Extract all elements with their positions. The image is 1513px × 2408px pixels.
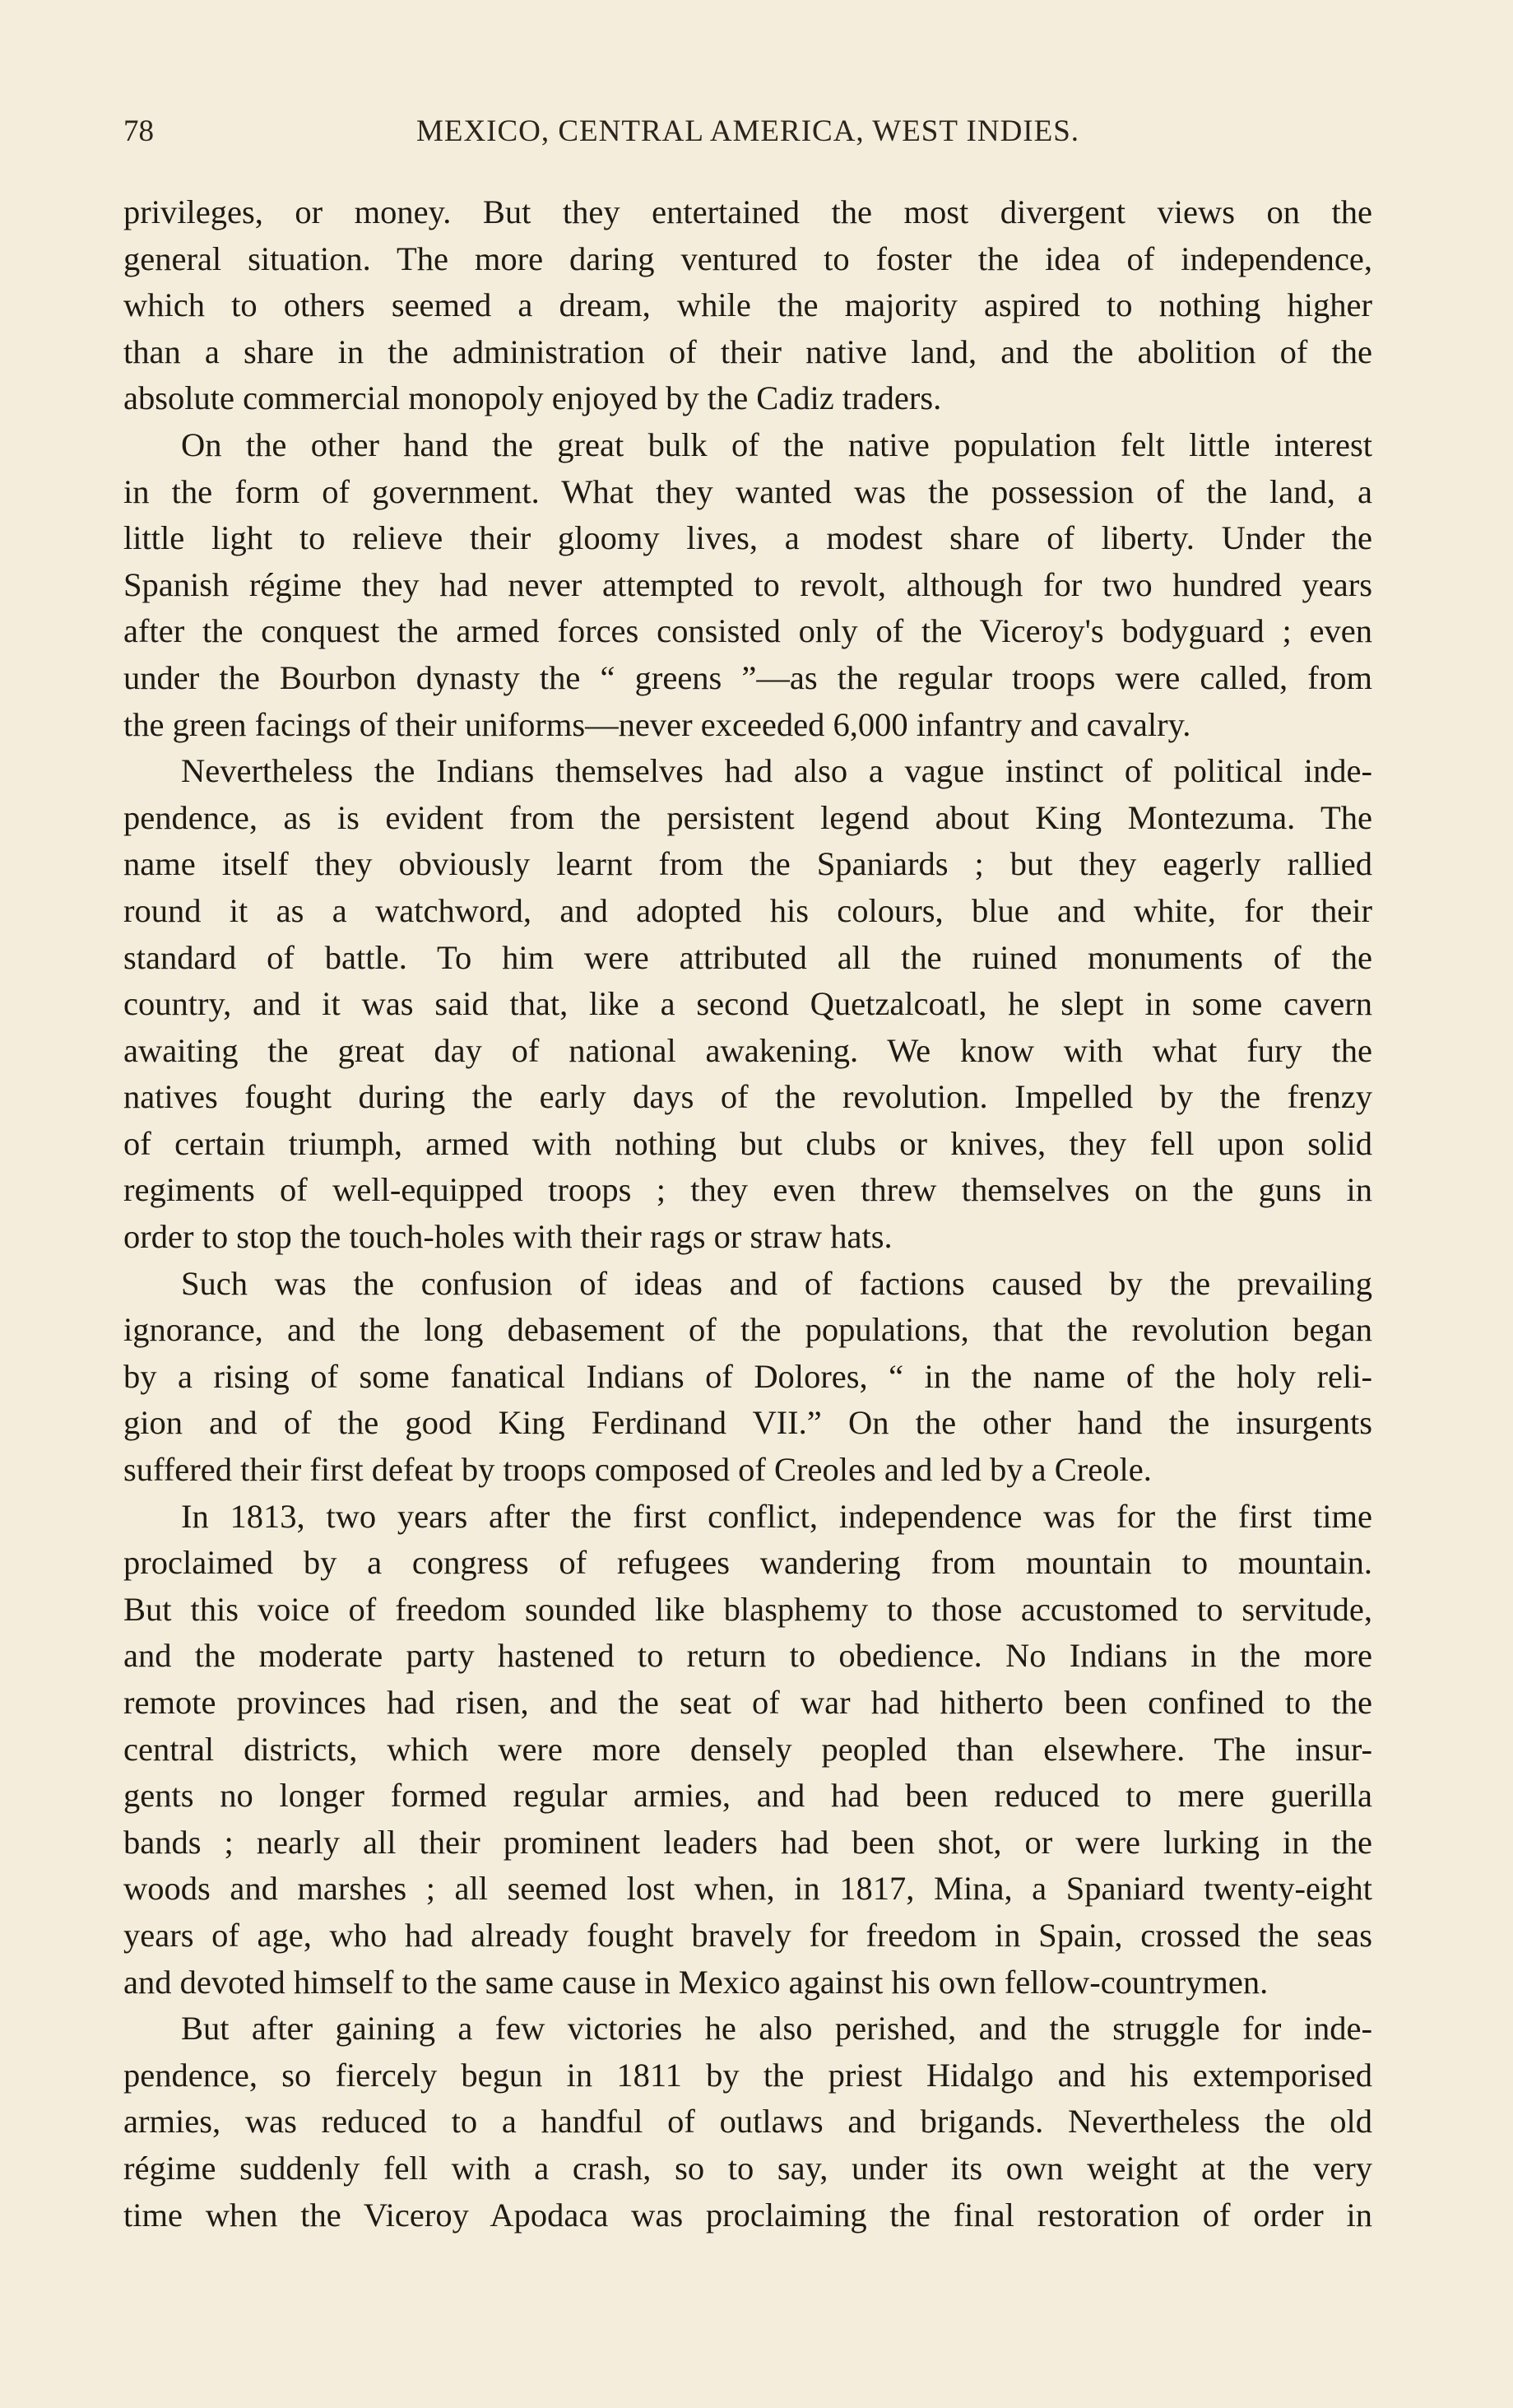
- text-line: privileges, or money. But they entertained the most divergent views on the: [123, 193, 1372, 230]
- text-line: remote provinces had risen, and the seat of war had hitherto been confined to the: [123, 1684, 1372, 1721]
- text-line: proclaimed by a congress of refugees wandering from mountain to mountain.: [123, 1544, 1372, 1582]
- text-line: time when the Viceroy Apodaca was proclaiming the final restoration of order in: [123, 2196, 1372, 2234]
- text-line: pendence, so fiercely begun in 1811 by the priest Hidalgo and his extemporised: [123, 2056, 1372, 2094]
- text-line: order to stop the touch-holes with their rags or straw hats.: [123, 1218, 893, 1256]
- paragraph: [123, 1261, 1372, 1494]
- text-line: But after gaining a few victories he also perished, and the struggle for inde-: [181, 2010, 1372, 2048]
- text-line: round it as a watchword, and adopted his colours, blue and white, for their: [123, 891, 1372, 929]
- text-line: gents no longer formed regular armies, and had been reduced to mere guerilla: [123, 1777, 1372, 1815]
- text-line: the green facings of their uniforms—never exceeded 6,000 infantry and cavalry.: [123, 705, 1191, 743]
- paragraph: [123, 2006, 1372, 2238]
- paragraph: [123, 189, 1372, 422]
- text-line: and the moderate party hastened to return to obedience. No Indians in the more: [123, 1637, 1372, 1675]
- text-line: gion and of the good King Ferdinand VII.” On the other hand the insurgents: [123, 1404, 1372, 1442]
- text-line: Nevertheless the Indians themselves had also a vague instinct of political inde-: [181, 752, 1372, 790]
- body-text: [123, 189, 1372, 2238]
- text-line: in the form of government. What they wanted was the possession of the land, a: [123, 472, 1372, 510]
- text-line: woods and marshes ; all seemed lost when, in 1817, Mina, a Spaniard twenty-eight: [123, 1870, 1372, 1908]
- text-line: natives fought during the early days of the revolution. Impelled by the frenzy: [123, 1078, 1372, 1116]
- text-line: under the Bourbon dynasty the “ greens ”—as the regular troops were called, from: [123, 658, 1372, 696]
- text-line: by a rising of some fanatical Indians of Dolores, “ in the name of the holy reli-: [123, 1357, 1372, 1395]
- text-line: little light to relieve their gloomy lives, a modest share of liberty. Under the: [123, 519, 1372, 557]
- text-line: awaiting the great day of national awakening. We know with what fury the: [123, 1031, 1372, 1069]
- text-line: pendence, as is evident from the persistent legend about King Montezuma. The: [123, 798, 1372, 836]
- running-title: MEXICO, CENTRAL AMERICA, WEST INDIES.: [415, 114, 1080, 148]
- text-line: name itself they obviously learnt from the Spaniards ; but they eagerly rallied: [123, 845, 1372, 883]
- paragraph: [123, 1494, 1372, 2006]
- text-line: But this voice of freedom sounded like blasphemy to those accustomed to servitude,: [123, 1590, 1372, 1628]
- text-line: central districts, which were more densely peopled than elsewhere. The insur-: [123, 1730, 1372, 1768]
- text-line: general situation. The more daring ventured to foster the idea of independence,: [123, 239, 1372, 277]
- page-number: 78: [123, 114, 154, 148]
- paragraph: [123, 422, 1372, 748]
- text-line: ignorance, and the long debasement of the populations, that the revolution began: [123, 1311, 1372, 1349]
- text-line: years of age, who had already fought bravely for freedom in Spain, crossed the seas: [123, 1916, 1372, 1954]
- text-line: which to others seemed a dream, while the majority aspired to nothing higher: [123, 286, 1372, 324]
- text-line: Such was the confusion of ideas and of factions caused by the prevailing: [181, 1264, 1372, 1302]
- text-line: than a share in the administration of their native land, and the abolition of the: [123, 332, 1372, 370]
- text-line: of certain triumph, armed with nothing but clubs or knives, they fell upon solid: [123, 1124, 1372, 1162]
- text-line: régime suddenly fell with a crash, so to say, under its own weight at the very: [123, 2149, 1372, 2187]
- text-line: In 1813, two years after the first conflict, independence was for the first time: [181, 1497, 1372, 1535]
- page-header: [123, 114, 1372, 163]
- text-line: armies, was reduced to a handful of outlaws and brigands. Nevertheless the old: [123, 2103, 1372, 2141]
- text-line: country, and it was said that, like a second Quetzalcoatl, he slept in some cavern: [123, 985, 1372, 1023]
- text-line: On the other hand the great bulk of the native population felt little interest: [181, 425, 1372, 463]
- text-line: and devoted himself to the same cause in Mexico against his own fellow-countrymen.: [123, 1963, 1269, 2001]
- text-line: bands ; nearly all their prominent leaders had been shot, or were lurking in the: [123, 1823, 1372, 1861]
- text-line: absolute commercial monopoly enjoyed by the Cadiz traders.: [123, 379, 942, 417]
- text-line: Spanish régime they had never attempted to revolt, although for two hundred years: [123, 565, 1372, 603]
- paragraph: [123, 748, 1372, 1261]
- text-line: suffered their first defeat by troops composed of Creoles and led by a Creole.: [123, 1451, 1152, 1489]
- text-line: regiments of well-equipped troops ; they even threw themselves on the guns in: [123, 1171, 1372, 1209]
- text-line: after the conquest the armed forces consisted only of the Viceroy's bodyguard ; even: [123, 612, 1372, 650]
- text-line: standard of battle. To him were attributed all the ruined monuments of the: [123, 938, 1372, 976]
